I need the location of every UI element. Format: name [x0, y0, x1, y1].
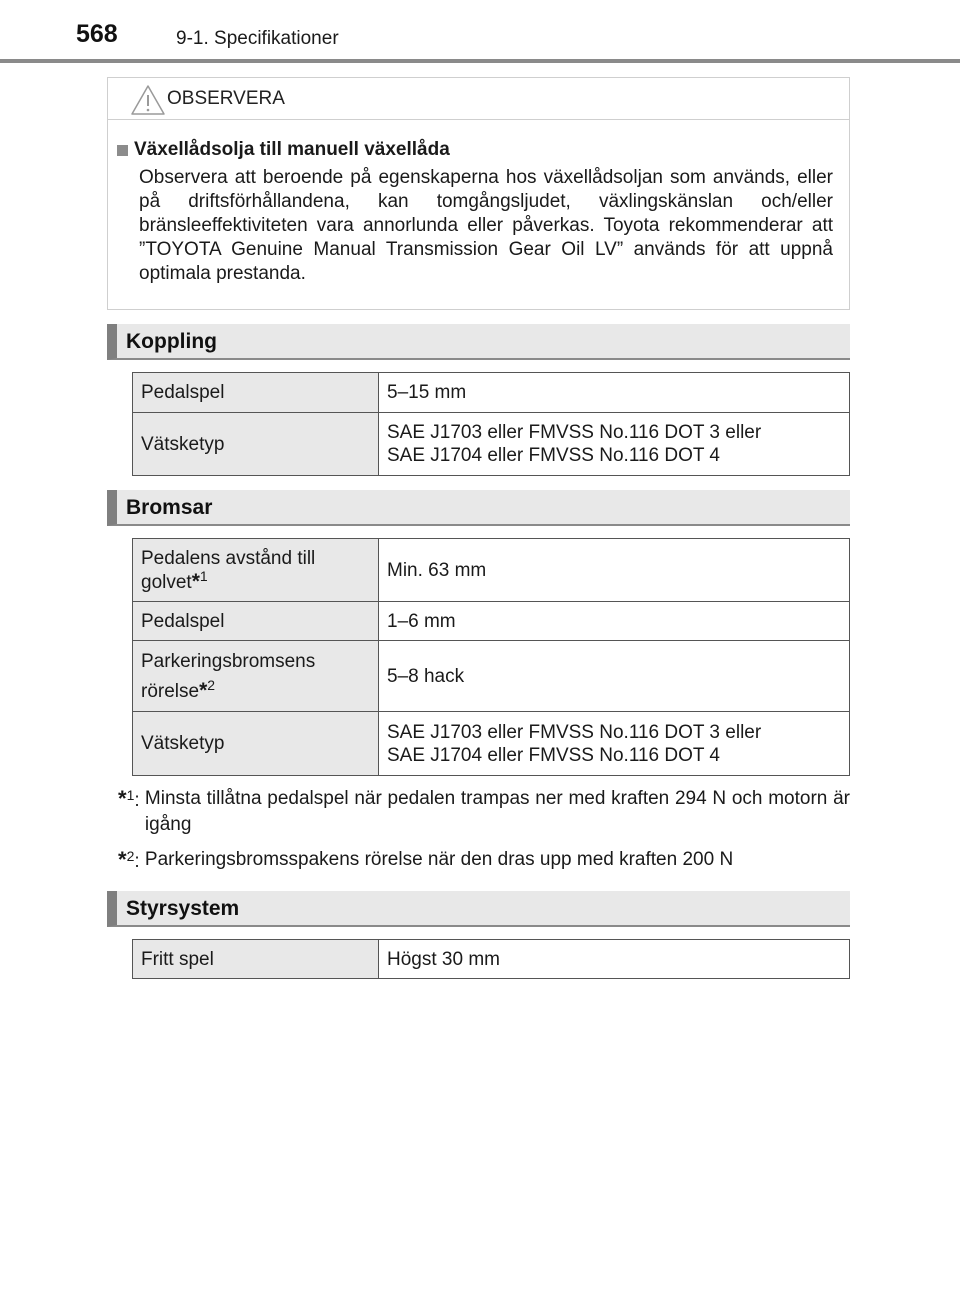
- footnote-mark: [118, 786, 145, 838]
- header-rule: [0, 59, 960, 63]
- table-value: 5–15 mm: [379, 373, 850, 413]
- asterisk-mark: *: [118, 847, 127, 872]
- footnote-colon: :: [134, 790, 140, 811]
- table-key-line: Pedalens avstånd till: [141, 547, 316, 569]
- page-header: [0, 0, 960, 64]
- table-row: [133, 712, 850, 776]
- section-heading-text: Bromsar: [126, 496, 213, 519]
- notice-label: OBSERVERA: [167, 88, 285, 109]
- footnote-mark: [118, 847, 145, 875]
- footnote: [118, 786, 850, 838]
- table-value: [379, 712, 850, 776]
- table-value-line: SAE J1703 eller FMVSS No.116 DOT 3 eller: [387, 721, 762, 743]
- notice-body: [108, 120, 849, 286]
- table-key-line: [141, 567, 370, 594]
- table-key: Pedalspel: [133, 602, 379, 641]
- notice-box: [107, 77, 850, 310]
- table-value: 1–6 mm: [379, 602, 850, 641]
- footnote-text: Parkeringsbromsspakens rörelse när den dras upp med kraften 200 N: [144, 849, 734, 870]
- footnote-ref: 1: [199, 567, 208, 584]
- table-value-line: SAE J1704 eller FMVSS No.116 DOT 4: [387, 445, 721, 466]
- table-key: Pedalspel: [133, 373, 379, 413]
- table-value-line: SAE J1704 eller FMVSS No.116 DOT 4: [387, 744, 721, 766]
- page-number: 568: [76, 20, 118, 48]
- table-key: Vätsketyp: [133, 413, 379, 476]
- section-heading-text: Koppling: [126, 330, 217, 353]
- section-heading-bromsar: [107, 490, 850, 526]
- table-row: [133, 413, 850, 476]
- notice-subheading-text: Växellådsolja till manuell växellåda: [134, 139, 450, 160]
- asterisk-mark: *: [199, 678, 208, 702]
- footnote-number: 2: [126, 848, 135, 864]
- footnote-ref: 2: [207, 676, 216, 693]
- footnote-number: 1: [126, 787, 135, 803]
- footnote-colon: :: [134, 851, 140, 872]
- table-value: [379, 413, 850, 476]
- table-key-text: golvet: [141, 571, 192, 593]
- table-row: [133, 373, 850, 413]
- notice-header: [108, 78, 849, 120]
- table-row: [133, 641, 850, 712]
- table-key-line: [141, 676, 370, 706]
- table-key: [133, 539, 379, 602]
- table-key: Vätsketyp: [133, 712, 379, 776]
- footnote: [118, 847, 850, 875]
- table-row: [133, 940, 850, 979]
- bromsar-table: [132, 538, 850, 776]
- notice-text: Observera att beroende på egenskaperna hos växellådsoljan som används, eller på driftsförhållandena, kan tomgångsljudet, växlingskänslan och/eller bränsleeffektiviteten vara annorlunda eller påverkas. Toyota rekommenderar att ”TOYOTA Genuine Manual Transmission Gear Oil LV” används för att uppnå optimala prestanda.: [139, 167, 833, 284]
- asterisk-mark: *: [191, 569, 200, 593]
- footnote-text: Minsta tillåtna pedalspel när pedalen trampas ner med kraften 294 N och motorn är igång: [144, 788, 850, 835]
- table-key-line: Parkeringsbromsens: [141, 650, 316, 672]
- table-value: 5–8 hack: [379, 641, 850, 712]
- section-heading-text: Styrsystem: [126, 897, 240, 920]
- styrsystem-table: [132, 939, 850, 979]
- section-heading-styrsystem: [107, 891, 850, 927]
- table-key: Fritt spel: [133, 940, 379, 979]
- table-value: Min. 63 mm: [379, 539, 850, 602]
- table-value: Högst 30 mm: [379, 940, 850, 979]
- section-heading-koppling: [107, 324, 850, 360]
- table-key: [133, 641, 379, 712]
- table-value-line: SAE J1703 eller FMVSS No.116 DOT 3 eller: [387, 422, 762, 443]
- table-row: [133, 539, 850, 602]
- section-title: 9-1. Specifikationer: [176, 28, 339, 49]
- asterisk-mark: *: [118, 786, 127, 811]
- notice-subheading: [116, 138, 833, 162]
- table-row: [133, 602, 850, 641]
- table-key-text: rörelse: [141, 680, 200, 702]
- warning-triangle-icon: [130, 84, 166, 116]
- koppling-table: [132, 372, 850, 476]
- square-bullet-icon: [117, 145, 128, 156]
